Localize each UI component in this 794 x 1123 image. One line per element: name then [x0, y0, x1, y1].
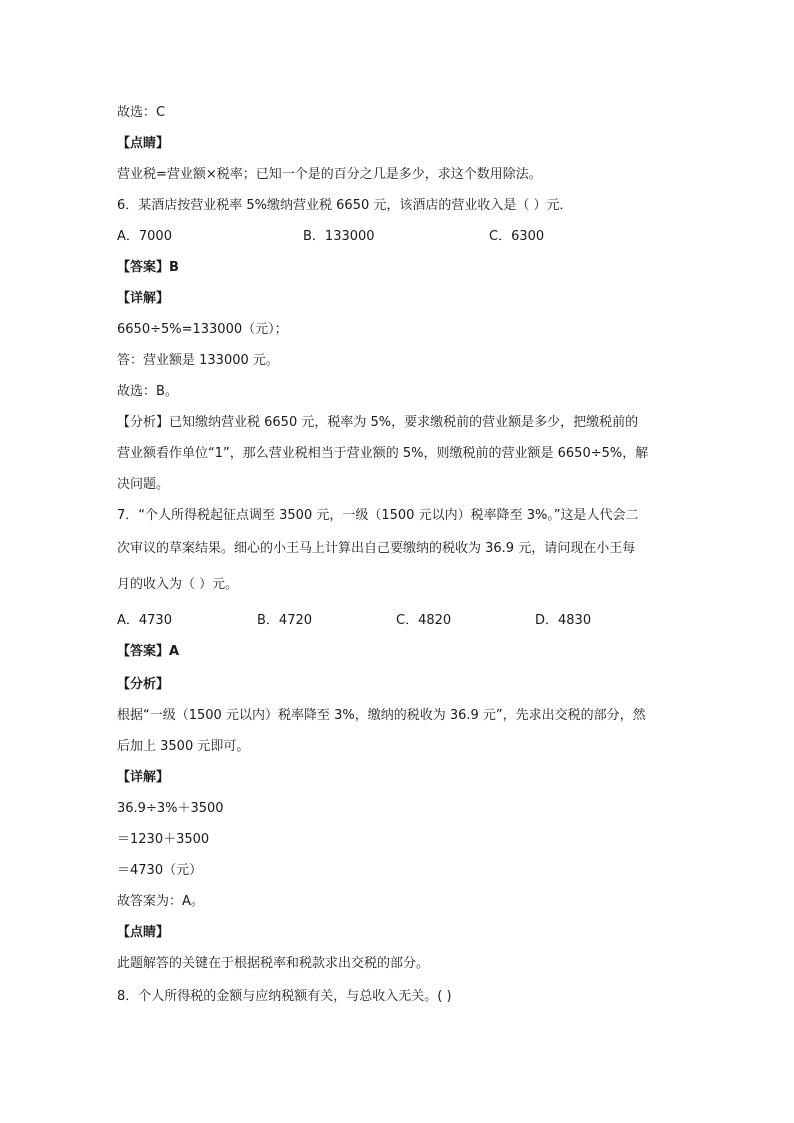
q6-answer: 【答案】B — [117, 260, 179, 275]
q7-calculation-line-1: 36.9÷3%＋3500 — [117, 801, 224, 816]
q7-choice: 故答案为：A。 — [117, 894, 204, 909]
question-7-line-1: 7．“个人所得税起征点调至 3500 元，一级（1500 元以内）税率降至 3%。”这是人代会二 — [117, 508, 639, 523]
q7-analysis-line-2: 后加上 3500 元即可。 — [117, 739, 250, 754]
q7-option-b: B．4720 — [257, 613, 313, 628]
q7-option-d: D．4830 — [535, 613, 592, 628]
question-7-line-3: 月的收入为（ ）元。 — [117, 577, 239, 592]
q7-analysis-line-1: 根据“一级（1500 元以内）税率降至 3%，缴纳的税收为 36.9 元”，先求出交税的部分，然 — [117, 708, 646, 723]
section-heading-xiangjie: 【详解】 — [117, 291, 170, 306]
q6-calculation: 6650÷5%=133000（元）； — [117, 322, 288, 337]
question-6: 6．某酒店按营业税率 5%缴纳营业税 6650 元，该酒店的营业收入是（ ）元． — [117, 198, 573, 213]
q6-choice: 故选：B。 — [117, 384, 178, 399]
q7-option-a: A．4730 — [117, 613, 172, 628]
section-heading-dianjing-2: 【点睛】 — [117, 925, 170, 940]
section-heading-xiangjie-2: 【详解】 — [117, 770, 170, 785]
section-heading-fenxi: 【分析】 — [117, 677, 170, 692]
q6-answer-statement: 答：营业额是 133000 元。 — [117, 353, 279, 368]
q6-analysis-line-1: 【分析】已知缴纳营业税 6650 元，税率为 5%，要求缴税前的营业额是多少，把缴税前的 — [117, 415, 639, 430]
q6-analysis-line-3: 决问题。 — [117, 477, 170, 492]
dianjing-text: 营业税=营业额×税率；已知一个是的百分之几是多少，求这个数用除法。 — [117, 167, 542, 182]
question-7-line-2: 次审议的草案结果。细心的小王马上计算出自己要缴纳的税收为 36.9 元，请问现在小王每 — [117, 541, 636, 556]
question-8: 8．个人所得税的金额与应纳税额有关，与总收入无关。( ) — [117, 989, 452, 1004]
q6-option-c: C．6300 — [489, 229, 545, 244]
section-heading-dianjing: 【点睛】 — [117, 136, 170, 151]
q6-analysis-line-2: 营业额看作单位“1”，那么营业税相当于营业额的 5%，则缴税前的营业额是 6650÷5%，解 — [117, 446, 649, 461]
q6-option-a: A．7000 — [117, 229, 172, 244]
answer-choice-text: 故选：C — [117, 105, 166, 120]
q7-answer: 【答案】A — [117, 644, 180, 659]
q7-option-c: C．4820 — [396, 613, 452, 628]
q7-dianjing-text: 此题解答的关键在于根据税率和税款求出交税的部分。 — [117, 956, 430, 971]
q7-calculation-line-3: ＝4730（元） — [117, 863, 203, 878]
q7-calculation-line-2: ＝1230＋3500 — [117, 832, 210, 847]
q6-option-b: B．133000 — [303, 229, 375, 244]
